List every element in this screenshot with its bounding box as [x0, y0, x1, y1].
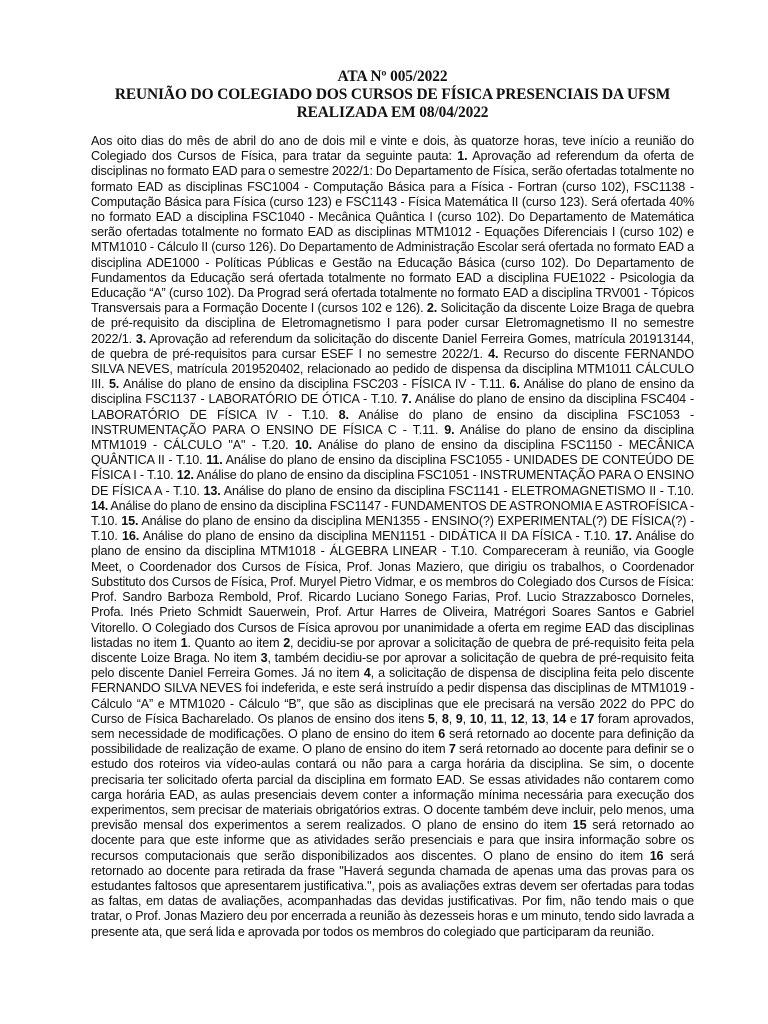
- item-number: 9: [455, 711, 463, 726]
- item-number: 8: [441, 711, 449, 726]
- item-number: 3.: [135, 331, 147, 346]
- item-number: 12: [510, 711, 525, 726]
- item-number: 12.: [176, 468, 194, 483]
- body-text-segment: Análise do plano de ensino da disciplina MTM1018 - ÁLGEBRA LINEAR - T.10. Compareceram à reunião, via Google Meet, o Coordenador dos Cursos de Física, Prof. Jonas Maziero, que dirigiu os trabalhos, o Coordenador Substituto dos Cursos de Física, Prof. Muryel Pietro Vidmar, e os membros do Colegiado dos Cursos de Física: Prof. Sandro Barboza Rembold, Prof. Ricardo Luciano Sonego Farias, Prof. Lucio Strazzabosco Dorneles, Profa. Inés Prieto Schmidt Sauerwein, Prof. Artur Harres de Oliveira, Matrégori Soares Santos e Gabriel Vitorello. O Colegiado dos Cursos de Física aprovou por unanimidade a oferta em regime EAD das disciplinas listadas no item: [91, 529, 694, 650]
- body-text-segment: Análise do plano de ensino da disciplina FSC203 - FÍSICA IV - T.11.: [119, 377, 510, 392]
- minutes-body-paragraph: [91, 134, 694, 940]
- item-number: 10.: [294, 438, 312, 453]
- body-text-segment: Análise do plano de ensino da disciplina FSC1055 - UNIDADES DE CONTEÚDO DE FÍSICA I - T.10.: [91, 453, 694, 483]
- item-number: 13: [531, 711, 546, 726]
- body-text-segment: Análise do plano de ensino da disciplina FSC404 - LABORATÓRIO DE FÍSICA IV - T.10.: [91, 392, 695, 422]
- item-number: 17.: [614, 529, 632, 544]
- body-text-segment: Aprovação ad referendum da solicitação do discente Daniel Ferreira Gomes, matrícula 201913144, de quebra de pré-requisitos para cursar ESEF I no semestre 2022/1.: [91, 331, 694, 361]
- body-text-segment: será retornado ao docente para definir se o estudo dos roteiros via vídeo-aulas contará ou não para a carga horária da disciplina. Se sim, o docente precisaria ter solicitado oferta parcial da disciplina em formato EAD. Se essas atividades não contarem como carga horária EAD, as aulas presenciais devem conter a informação mínima necessária para execução dos experimentos, sem precisar de materiais obrigatórios extras. O docente também deve incluir, pelo menos, uma previsão mensal dos experimentos a serem realizados. O plano de ensino do item: [91, 742, 694, 833]
- body-text-segment: ,: [483, 711, 491, 726]
- meeting-date-title: REALIZADA EM 08/04/2022: [296, 104, 489, 121]
- body-text-segment: ,: [545, 711, 553, 726]
- item-number: 15.: [121, 514, 139, 529]
- meeting-title: REUNIÃO DO COLEGIADO DOS CURSOS DE FÍSICA PRESENCIAIS DA UFSM: [114, 86, 671, 103]
- body-text-segment: será retornado ao docente para retirada da frase "Haverá segunda chamada de apenas uma das provas para os estudantes faltosos que apresentarem justificativa.", pois as avaliações extras devem ser ofertadas para todas as faltas, em datas de avaliações, acompanhadas das devidas justificativas. Por fim, não tendo mais o que tratar, o Prof. Jonas Maziero deu por encerrada a reunião às dezesseis horas e um minuto, tendo sido lavrada a presente ata, que será lida e aprovada por todos os membros do colegiado que participaram da reunião.: [91, 848, 694, 939]
- body-text-segment: Análise do plano de ensino da disciplina FSC1137 - LABORATÓRIO DE ÓTICA - T.10.: [91, 377, 694, 407]
- body-text-segment: e: [566, 711, 581, 726]
- body-text-segment: ,: [503, 711, 511, 726]
- body-text-segment: Aprovação ad referendum da oferta de disciplinas no formato EAD para o semestre 2022/1: Do Departamento de Física, serão ofertadas totalmente no formato EAD as disciplinas FSC1004 - Computação Básica para a Física - Fortran (curso 102), FSC1138 - Computação Básica para Física (curso 123) e FSC1143 - Física Matemática II (curso 123). Será ofertada 40% no formato EAD a disciplina FSC1040 - Mecânica Quântica I (curso 102). Do Departamento de Matemática serão ofertadas totalmente no formato EAD as disciplinas MTM1012 - Equações Diferenciais I (curso 102) e MTM1010 - Cálculo II (curso 126). Do Departamento de Administração Escolar será ofertada no formato EAD a disciplina ADE1000 - Políticas Públicas e Gestão na Educação Básica (curso 102). Do Departamento de Fundamentos da Educação será ofertada totalmente no formato EAD a disciplina FUE1022 - Psicologia da Educação “A” (curso 102). Da Prograd será ofertada totalmente no formato EAD a disciplina TRV001 - Tópicos Transversais para a Formação Docente I (cursos 102 e 126).: [91, 149, 694, 316]
- body-text-segment: Análise do plano de ensino da disciplina MEN1355 - ENSINO(?) EXPERIMENTAL(?) DE FÍSICA(?) - T.10.: [91, 514, 694, 544]
- body-text-segment: será retornado ao docente para definição da possibilidade de realização de exame. O plano de ensino do item: [91, 726, 694, 757]
- body-text-segment: Análise do plano de ensino da disciplina FSC1051 - INSTRUMENTAÇÃO PARA O ENSINO DE FÍSICA A - T.10.: [91, 468, 694, 498]
- item-number: 14: [552, 711, 567, 726]
- item-number: 16: [649, 848, 664, 863]
- document-header: [91, 68, 694, 122]
- body-text-segment: Recurso do discente FERNANDO SILVA NEVES, matrícula 2019520402, relacionado ao pedido de dispensa da disciplina MTM1011 CÁLCULO III.: [91, 346, 694, 392]
- body-text-segment: Análise do plano de ensino da disciplina FSC1141 - ELETROMAGNETISMO II - T.10.: [220, 483, 694, 498]
- item-number: 7: [448, 742, 456, 757]
- body-text-segment: , a solicitação de dispensa de disciplina feita pelo discente FERNANDO SILVA NEVES foi indeferida, e este será instruído a pedir dispensa das disciplinas de MTM1019 - Cálculo “A” e MTM1020 - Cálculo “B”, que são as disciplinas que ele precisará na versão 2022 do PPC do Curso de Física Bacharelado. Os planos de ensino dos itens: [91, 666, 694, 726]
- item-number: 3: [260, 650, 268, 665]
- body-text-segment: Aos oito dias do mês de abril do ano de dois mil e vinte e dois, às quatorze horas, teve início a reunião do Colegiado dos Cursos de Física, para tratar da seguinte pauta:: [91, 134, 694, 164]
- body-text-segment: , decidiu-se por aprovar a solicitação de quebra de pré-requisito feita pela discente Loize Braga. No item: [91, 635, 694, 665]
- ata-number-title: ATA Nº 005/2022: [337, 68, 448, 85]
- body-text-segment: . Quanto ao item: [187, 635, 284, 650]
- body-text-segment: será retornado ao docente para que este informe que as atividades serão presenciais e para que insira informação sobre os recursos computacionais que serão disponibilizados aos discentes. O plano de ensino do item: [91, 818, 694, 863]
- item-number: 4: [363, 666, 371, 681]
- body-text-segment: ,: [448, 711, 456, 726]
- item-number: 2: [283, 635, 291, 650]
- body-text-segment: ,: [524, 711, 532, 726]
- body-text-segment: Análise do plano de ensino da disciplina FSC1150 - MECÂNICA QUÂNTICA II - T.10.: [91, 438, 694, 468]
- body-text-segment: Análise do plano de ensino da disciplina MTM1019 - CÁLCULO "A" - T.20.: [91, 422, 695, 453]
- item-number: 5.: [108, 377, 120, 392]
- item-number: 17: [580, 711, 595, 726]
- body-text-segment: ,: [434, 711, 442, 726]
- body-text-segment: Análise do plano de ensino da disciplina FSC1053 - INSTRUMENTAÇÃO PARA O ENSINO DE FÍSICA C - T.11.: [91, 407, 694, 437]
- body-text-segment: Análise do plano de ensino da disciplina MEN1151 - DIDÁTICA II DA FÍSICA - T.10.: [139, 529, 615, 544]
- body-text-segment: ,: [462, 711, 470, 726]
- item-number: 1.: [457, 149, 468, 164]
- item-number: 13.: [203, 483, 221, 498]
- item-number: 14.: [91, 498, 109, 513]
- body-text-segment: , também decidiu-se por aprovar a solicitação de quebra de pré-requisito feita pelo discente Daniel Ferreira Gomes. Já no item: [91, 650, 694, 681]
- item-number: 9.: [444, 422, 455, 437]
- item-number: 5: [427, 711, 435, 726]
- item-number: 8.: [338, 407, 349, 422]
- item-number: 2.: [426, 301, 438, 316]
- item-number: 6: [438, 726, 446, 741]
- document-page: [91, 68, 694, 940]
- body-text-segment: foram aprovados, sem necessidade de modificações. O plano de ensino do item: [91, 711, 694, 741]
- item-number: 11: [490, 711, 504, 726]
- body-text-segment: Análise do plano de ensino da disciplina FSC1147 - FUNDAMENTOS DE ASTRONOMIA E ASTROFÍSICA - T.10.: [91, 498, 694, 529]
- body-text-segment: Solicitação da discente Loize Braga de quebra de pré-requisito da disciplina de Eletromagnetismo I para poder cursar Eletromagnetismo II no semestre 2022/1.: [91, 301, 694, 346]
- item-number: 7.: [401, 392, 412, 407]
- item-number: 1: [180, 635, 188, 650]
- item-number: 11.: [206, 453, 223, 468]
- item-number: 16.: [122, 529, 140, 544]
- item-number: 15: [572, 818, 587, 833]
- item-number: 10: [469, 711, 484, 726]
- item-number: 6.: [509, 377, 520, 392]
- item-number: 4.: [488, 346, 499, 361]
